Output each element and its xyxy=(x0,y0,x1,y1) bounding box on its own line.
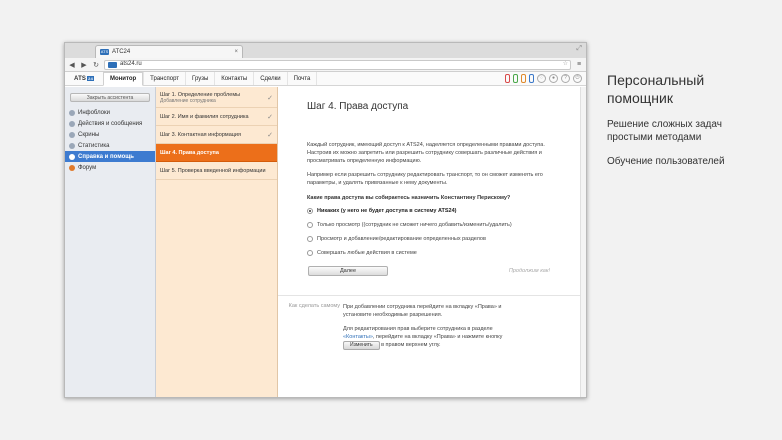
help-icon xyxy=(69,154,75,160)
power-icon[interactable]: ⏻ xyxy=(573,74,582,83)
menu-icon[interactable]: ≡ xyxy=(576,61,582,68)
promo-subtitle-2: Обучение пользователей xyxy=(607,156,725,167)
browser-tab[interactable] xyxy=(95,45,243,58)
radio-button[interactable] xyxy=(307,250,313,256)
check-icon: ✓ xyxy=(267,131,273,139)
bookmark-star-icon[interactable]: ☆ xyxy=(562,61,568,67)
help-text-part: в правом верхнем углу. xyxy=(381,342,441,348)
sidebar-item-label: Действия и сообщения xyxy=(78,120,143,127)
step-label: Шаг 4. Права доступа xyxy=(160,149,219,156)
step-label: Шаг 3. Контактная информация xyxy=(160,131,241,138)
sidebar-item-label: Форум xyxy=(78,164,97,171)
sidebar-item-forum[interactable] xyxy=(65,162,155,173)
option-view-only[interactable] xyxy=(307,222,512,228)
check-icon: ✓ xyxy=(267,95,273,102)
step-sublabel: Добавление сотрудника xyxy=(160,98,216,104)
divider xyxy=(278,295,580,296)
step-1[interactable] xyxy=(156,89,277,108)
option-none[interactable] xyxy=(307,208,457,214)
check-icon: ✓ xyxy=(267,113,273,121)
logo-badge: 24 xyxy=(88,76,93,81)
option-label: Только просмотр ((сотрудник не сможет ничего добавить/изменить/удалить) xyxy=(317,222,512,228)
help-label: Как сделать самому xyxy=(288,303,340,309)
url-input[interactable] xyxy=(104,60,571,70)
option-label: Просмотр и добавление/редактирование определенных разделов xyxy=(317,236,486,242)
sidebar xyxy=(65,87,156,397)
content-area xyxy=(65,87,586,397)
clip-orange-icon[interactable] xyxy=(521,74,526,83)
help-text-part: , перейдите на вкладку «Права» и нажмите кнопку xyxy=(372,334,503,340)
sidebar-item-actions[interactable] xyxy=(65,118,155,129)
sidebar-item-label: Инфоблоки xyxy=(78,109,110,116)
nav-transport[interactable]: Транспорт xyxy=(143,72,185,85)
option-view-edit[interactable] xyxy=(307,236,486,242)
sidebar-item-infoblocks[interactable] xyxy=(65,107,155,118)
help-text-2 xyxy=(343,325,518,350)
option-label: Никаких (у него не будет доступа в систему ATS24) xyxy=(317,208,457,214)
help-text-part: Для редактирования прав выберите сотрудника в разделе xyxy=(343,326,493,332)
promo-title: Персональный помощник xyxy=(607,72,705,106)
description-paragraph: Каждый сотрудник, имеющий доступ к ATS24, наделяется определенными правами доступа. Настроив их можно запретить или разрешить сотруднику совершать различные действия и просматривать определенную информацию. xyxy=(307,142,545,164)
step-5[interactable] xyxy=(156,162,277,180)
clip-blue-icon[interactable] xyxy=(529,74,534,83)
scrollbar[interactable] xyxy=(580,87,586,397)
ats-logo[interactable] xyxy=(65,72,103,85)
screens-icon xyxy=(69,132,75,138)
step-2[interactable] xyxy=(156,108,277,126)
favicon-icon: ATS xyxy=(100,49,109,54)
nav-monitor[interactable]: Монитор xyxy=(103,72,143,86)
sidebar-item-label: Справка и помощь xyxy=(78,153,134,160)
step-label: Шаг 2. Имя и фамилия сотрудника xyxy=(160,113,249,120)
sidebar-item-help[interactable] xyxy=(65,151,155,162)
address-bar xyxy=(65,58,586,72)
sidebar-item-statistics[interactable] xyxy=(65,140,155,151)
step-label: Шаг 5. Проверка введенной информации xyxy=(160,167,266,174)
forum-icon xyxy=(69,165,75,171)
page-title: Шаг 4. Права доступа xyxy=(307,101,409,112)
change-button[interactable]: Изменить xyxy=(343,341,380,350)
help-icon[interactable]: ? xyxy=(561,74,570,83)
window-resize-icon[interactable]: ⤢ xyxy=(576,45,582,52)
clip-red-icon[interactable] xyxy=(505,74,510,83)
step-label: Шаг 1. Определение проблемы xyxy=(160,92,241,98)
url-text: ats24.ru xyxy=(120,61,142,67)
logo-text: ATS xyxy=(73,75,87,82)
sidebar-item-screens[interactable] xyxy=(65,129,155,140)
app-navigation xyxy=(65,72,586,86)
user-icon[interactable]: ● xyxy=(549,74,558,83)
next-button[interactable]: Далее xyxy=(308,266,388,276)
tab-bar xyxy=(65,43,586,58)
tab-title: ATC24 xyxy=(112,49,131,55)
clip-green-icon[interactable] xyxy=(513,74,518,83)
option-label: Совершать любые действия в системе xyxy=(317,250,417,256)
step-3[interactable] xyxy=(156,126,277,144)
nav-tools xyxy=(505,74,582,83)
nav-deals[interactable]: Сделки xyxy=(253,72,286,85)
reload-icon[interactable]: ↻ xyxy=(93,61,99,69)
forward-icon[interactable]: ▶ xyxy=(81,61,87,69)
heart-icon[interactable]: ♡ xyxy=(537,74,546,83)
sidebar-item-label: Скрины xyxy=(78,131,100,138)
question-text: Какие права доступа вы собираетесь назначить Константину Перискому? xyxy=(307,195,511,201)
browser-window xyxy=(64,42,587,398)
promo-subtitle: Решение сложных задач простыми методами xyxy=(607,119,722,143)
radio-button[interactable] xyxy=(307,222,313,228)
statistics-icon xyxy=(69,143,75,149)
main-panel xyxy=(278,87,586,397)
actions-icon xyxy=(69,121,75,127)
site-icon xyxy=(108,62,117,68)
continue-later-link[interactable]: Продолжим как! xyxy=(508,268,550,274)
help-text-1: При добавлении сотрудника перейдите на вкладку «Права» и установите необходимые разрешения. xyxy=(343,304,502,318)
radio-button[interactable] xyxy=(307,236,313,242)
back-icon[interactable]: ◀ xyxy=(69,61,75,69)
close-tab-icon[interactable]: × xyxy=(234,49,238,55)
nav-cargo[interactable]: Грузы xyxy=(185,72,214,85)
nav-contacts[interactable]: Контакты xyxy=(214,72,253,85)
nav-mail[interactable]: Почта xyxy=(287,72,318,85)
radio-button[interactable] xyxy=(307,208,313,214)
option-full-access[interactable] xyxy=(307,250,417,256)
contacts-link[interactable]: «Контакты» xyxy=(343,334,373,340)
infoblocks-icon xyxy=(69,110,75,116)
example-paragraph: Например если разрешить сотруднику редактировать транспорт, то он сможет изменять его параметры, и удалять привязанные к нему документы. xyxy=(307,172,543,186)
sidebar-item-label: Статистика xyxy=(78,142,110,149)
step-4[interactable] xyxy=(156,144,277,162)
close-assistant-button[interactable]: Закрыть ассистента xyxy=(70,93,150,102)
wizard-steps xyxy=(156,87,278,397)
